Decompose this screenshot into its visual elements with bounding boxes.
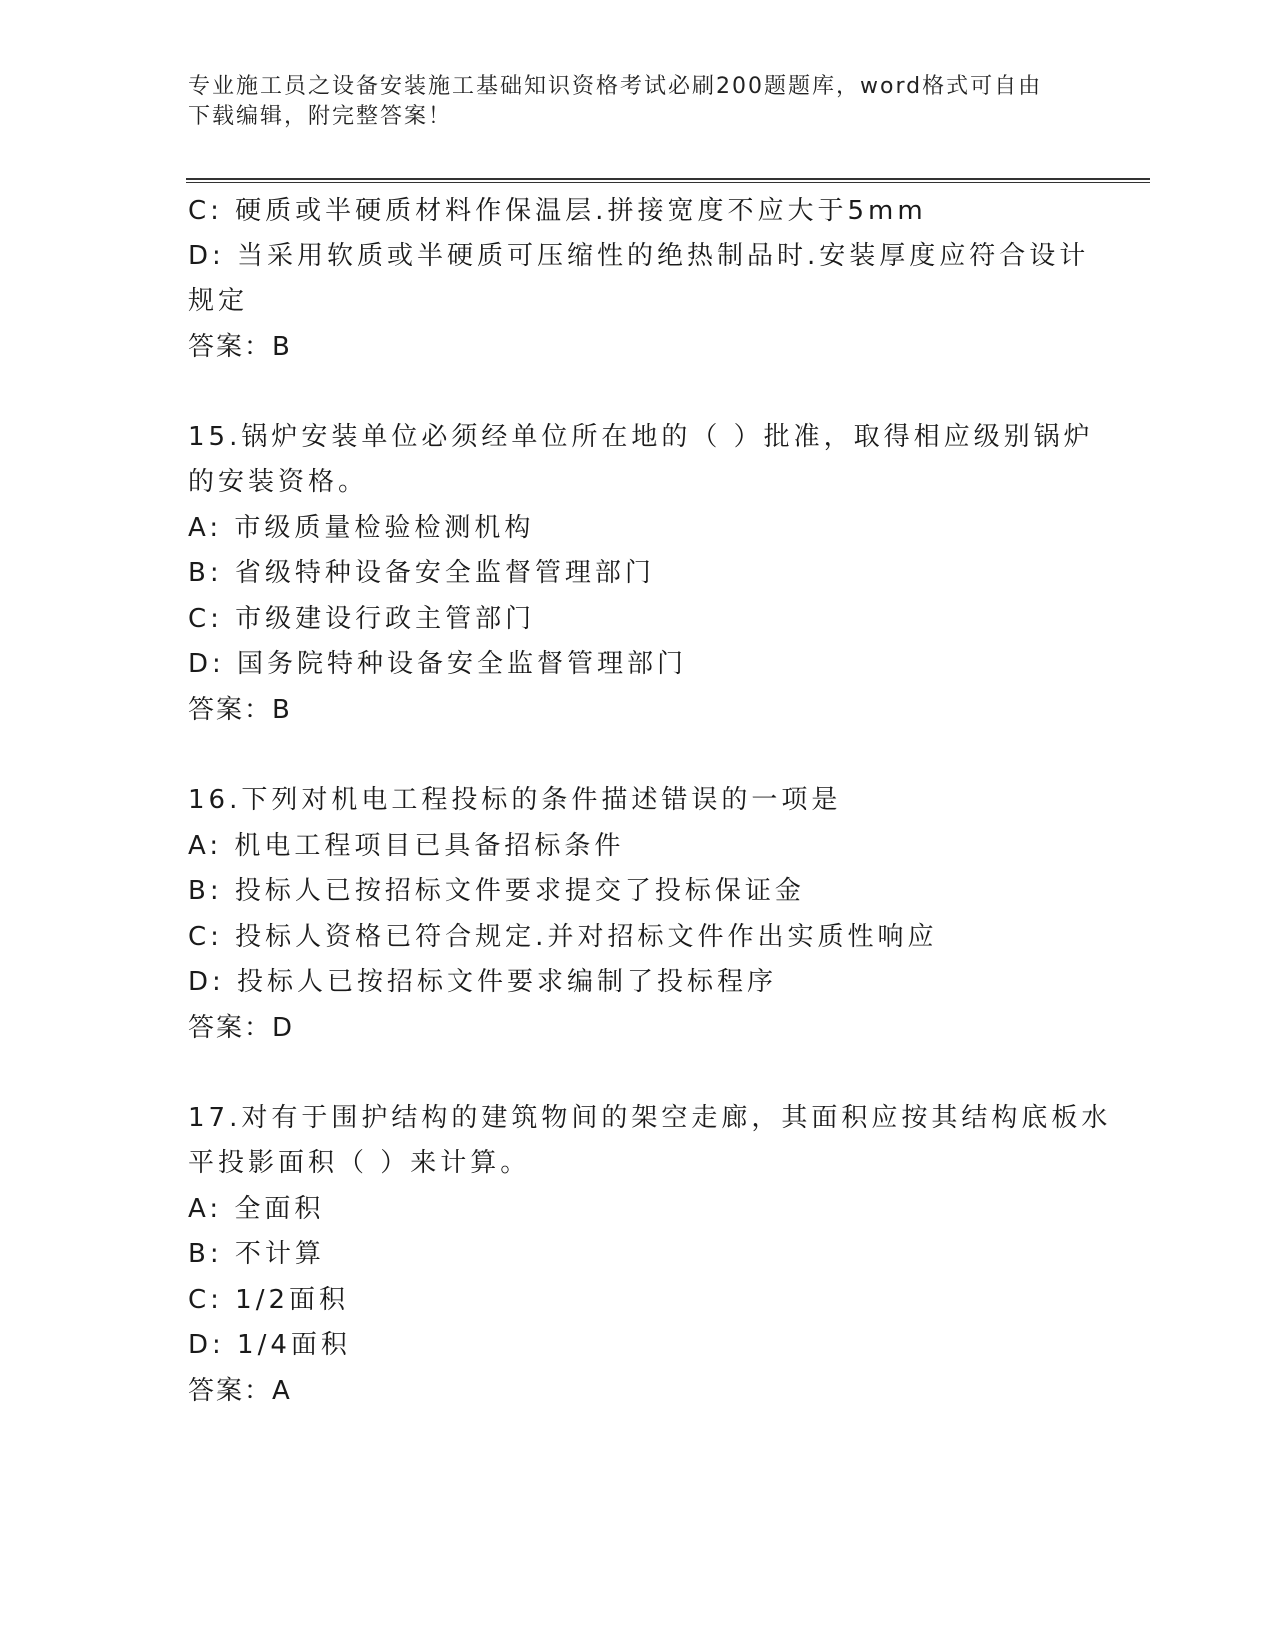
question-line: 的安装资格。 xyxy=(188,467,369,497)
question-line: 规定 xyxy=(188,286,249,316)
question-line: A: 全面积 xyxy=(188,1194,325,1224)
question-line: B: 投标人已按招标文件要求提交了投标保证金 xyxy=(188,876,805,906)
document-header xyxy=(188,72,1068,132)
answer-line: 答案：A xyxy=(188,1376,292,1406)
answer-line: 答案：B xyxy=(188,332,292,362)
question-line: C: 投标人资格已符合规定.并对招标文件作出实质性响应 xyxy=(188,922,938,952)
question-line: A: 机电工程项目已具备招标条件 xyxy=(188,831,625,861)
question-line: B: 省级特种设备安全监督管理部门 xyxy=(188,558,655,588)
answer-line: 答案：B xyxy=(188,695,292,725)
question-line: 17.对有于围护结构的建筑物间的架空走廊，其面积应按其结构底板水 xyxy=(188,1103,1112,1133)
header-divider xyxy=(186,178,1150,183)
question-line: D: 1/4面积 xyxy=(188,1330,351,1360)
question-line: D: 当采用软质或半硬质可压缩性的绝热制品时.安装厚度应符合设计 xyxy=(188,241,1090,271)
question-line: C: 1/2面积 xyxy=(188,1285,350,1315)
question-line: B: 不计算 xyxy=(188,1239,325,1269)
question-line: D: 国务院特种设备安全监督管理部门 xyxy=(188,649,688,679)
answer-line: 答案：D xyxy=(188,1013,295,1043)
question-line: 15.锅炉安装单位必须经单位所在地的（ ）批准，取得相应级别锅炉 xyxy=(188,422,1094,452)
header-line-1: 专业施工员之设备安装施工基础知识资格考试必刷200题题库，word格式可自由 xyxy=(188,74,1043,99)
question-line: 16.下列对机电工程投标的条件描述错误的一项是 xyxy=(188,785,842,815)
header-line-2: 下载编辑，附完整答案！ xyxy=(188,104,453,129)
question-line: C: 硬质或半硬质材料作保温层.拼接宽度不应大于5mm xyxy=(188,196,927,226)
question-line: C: 市级建设行政主管部门 xyxy=(188,604,536,634)
question-line: 平投影面积（ ）来计算。 xyxy=(188,1148,531,1178)
question-line: D: 投标人已按招标文件要求编制了投标程序 xyxy=(188,967,778,997)
question-line: A: 市级质量检验检测机构 xyxy=(188,513,535,543)
